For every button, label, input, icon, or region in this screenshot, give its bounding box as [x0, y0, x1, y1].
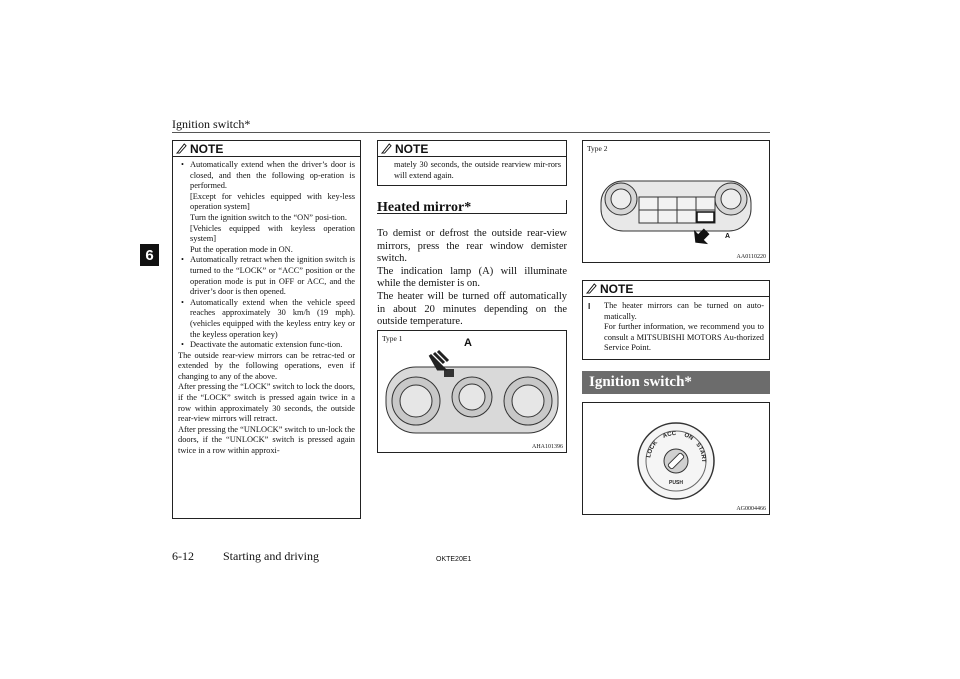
- figure-label: Type 1: [382, 334, 403, 343]
- climate-panel-illustration: [583, 141, 769, 262]
- push-label: PUSH: [669, 480, 683, 486]
- header-rule: [172, 132, 770, 133]
- section-banner-ignition-switch: Ignition switch*: [582, 371, 770, 394]
- note-bullet-marker-icon: l: [588, 301, 591, 311]
- note-sub: [Vehicles equipped with keyless operation system]: [190, 223, 355, 244]
- note-paragraph: After pressing the “LOCK” switch to lock the doors, if the “LOCK” switch is pressed again twice in a row within approximately 30 seconds, the outside rear-view mirrors will retract.: [178, 382, 355, 424]
- note-paragraph: After pressing the “UNLOCK” switch to un-lock the doors, if the “UNLOCK” switch is pressed again twice in a row within approxi-: [178, 424, 355, 456]
- left-note-box: [172, 140, 361, 519]
- note-header: [378, 141, 566, 157]
- figure-code: AHA101396: [532, 444, 563, 450]
- footer-page-number: 6-12: [172, 549, 194, 563]
- mid-note-box: [377, 140, 567, 186]
- callout-a: A: [725, 233, 731, 240]
- note-label: NOTE: [190, 141, 224, 156]
- note-header: [583, 281, 769, 297]
- section-title-heated-mirror: Heated mirror*: [377, 200, 472, 215]
- note-icon: [176, 143, 187, 154]
- figure-label: Type 2: [587, 144, 608, 153]
- note-icon: [381, 143, 392, 154]
- note-bullet: • Automatically extend when the vehicle speed reaches approximately 30 km/h (19 mph). (vehicles equipped with the keyless entry key or the keyless operation key): [178, 298, 355, 340]
- climate-panel-illustration: [378, 331, 566, 452]
- note-header: [173, 141, 360, 157]
- ring-label-on: ON: [683, 432, 694, 442]
- note-icon: [586, 283, 597, 294]
- note-bullet: The heater mirrors can be turned on auto-matically.: [604, 301, 764, 321]
- note-text: mately 30 seconds, the outside rearview mir-rors will extend again.: [394, 160, 561, 180]
- figure-type2: [582, 140, 770, 263]
- body-paragraph: The heater will be turned off automatically in about 20 minutes depending on the outside temperature.: [377, 290, 567, 328]
- note-sub: Put the operation mode in ON.: [190, 244, 293, 254]
- figure-type1: [377, 330, 567, 453]
- note-paragraph: The outside rear-view mirrors can be retrac-ted or extended by the following operations, even if changing to any of the above.: [178, 350, 355, 381]
- figure-code: AG0004466: [736, 506, 766, 512]
- chapter-tab: 6: [140, 244, 159, 266]
- page-header-title: Ignition switch*: [172, 117, 251, 131]
- note-sub: [Except for vehicles equipped with key-less operation system]: [190, 191, 355, 212]
- note-sub: Turn the ignition switch to the “ON” posi-tion.: [190, 212, 347, 222]
- figure-ignition-switch: [582, 402, 770, 515]
- note-bullet: • Deactivate the automatic extension func-tion.: [178, 340, 355, 351]
- ring-label-acc: ACC: [661, 430, 677, 440]
- ignition-switch-illustration: [583, 403, 769, 514]
- ring-label-lock: LOCK: [646, 440, 660, 459]
- callout-a: A: [464, 337, 472, 349]
- ring-label-start: START: [694, 441, 707, 463]
- body-paragraph: To demist or defrost the outside rear-view mirrors, press the rear window demister switch.: [377, 228, 567, 265]
- note-label: NOTE: [395, 141, 429, 156]
- note-label: NOTE: [600, 281, 634, 296]
- footer-doc-code: OKTE20E1: [436, 556, 472, 563]
- right-note-box: [582, 280, 770, 360]
- figure-code: AA0110220: [736, 254, 766, 260]
- note-bullet: • Automatically extend when the driver’s door is closed, and then the following op-eration is performed. [Except for vehicles equipped with key-less operation system] Turn the ignition switch to the “ON” posi-tion. [Vehicles equipped with keyless operation system] Put the operation mode in ON.: [178, 160, 355, 255]
- body-paragraph: The indication lamp (A) will illuminate while the demister is on.: [377, 265, 567, 290]
- note-bullet: • Automatically retract when the ignition switch is turned to the “LOCK” or “ACC” position or the operation mode is put in OFF or ACC, and the driver’s door is then opened.: [178, 255, 355, 297]
- footer-chapter-title: Starting and driving: [223, 549, 319, 563]
- note-paragraph: For further information, we recommend you to consult a MITSUBISHI MOTORS Au-thorized Service Point.: [604, 322, 764, 353]
